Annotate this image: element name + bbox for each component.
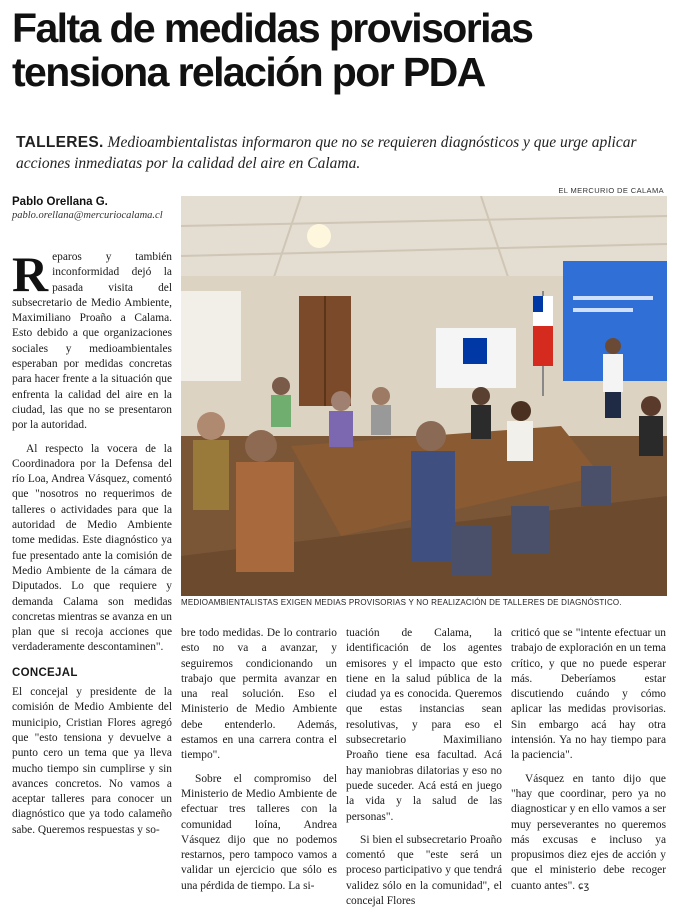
photo-credit: EL MERCURIO DE CALAMA: [558, 186, 664, 195]
paragraph: Vásquez en tanto dijo que "hay que coordinar, pero ya no diagnosticar y en ello vamos a ser muy perseverantes no queremos más excusas e incluso ya propusimos diez ejes de acción y que el ministerio debe recoger cuanto antes". ɕʒ: [511, 772, 666, 892]
meeting-room-illustration: [181, 196, 667, 596]
subhead-concejal: CONCEJAL: [12, 666, 78, 679]
headline: Falta de medidas provisorias tensiona relación por PDA: [12, 5, 533, 95]
article-column-4: [511, 626, 666, 894]
byline-email: pablo.orellana@mercuriocalama.cl: [12, 210, 163, 221]
paragraph: Si bien el subsecretario Proaño comentó que "este será un proceso participativo y que tendrá validez sólo en la comunidad", el concejal Flores: [346, 833, 502, 908]
byline: [12, 196, 172, 221]
deck: [16, 132, 656, 174]
paragraph: criticó que se "intente efectuar un trabajo de exploración en un tema crítico, y que no puede esperar más. Deberíamos estar discutiendo cuándo y cómo aplicar las medidas provisorias. Sin embargo acá hay otra intensión. Ya no hay tiempo para la paciencia".: [511, 627, 666, 762]
paragraph: bre todo medidas. De lo contrario esto no va a avanzar, y seguiremos condicionando un trabajo que permita avanzar en una real solución. Eso el Ministerio de Medio Ambiente debe entenderlo. Además, estamos en una carrera contra el tiempo".: [181, 627, 337, 762]
paragraph: Sobre el compromiso del Ministerio de Medio Ambiente de efectuar tres talleres con la comunidad loína, Andrea Vásquez dijo que no podemos restarnos, pero tampoco vamos a validar un ejercicio que sólo es una pérdida de tiempo. La si-: [181, 772, 337, 892]
paragraph: El concejal y presidente de la comisión de Medio Ambiente del municipio, Cristian Flores agregó que "esto tensiona y devuelve a punto cero un tema que ya lleva mucho tiempo sin cumplirse y sin avances concretos. No vamos a aceptar talleres para conocer un diagnóstico que ya todo calameño sabe. Queremos respuestas y so-: [12, 686, 172, 836]
byline-name: Pablo Orellana G.: [12, 196, 108, 208]
news-photo: [181, 196, 667, 596]
deck-text: Medioambientalistas informaron que no se requieren diagnósticos y que urge aplicar acciones inmediatas por la calidad del aire en Calama.: [16, 134, 637, 172]
paragraph: tuación de Calama, la identificación de los agentes emisores y el impacto que esto tiene en la salud pública de la ciudad ya es conocida. Queremos que estas instancias sean resolutivas, y para eso el subsecretario Maximiliano Proaño tiene esa facultad. Acá hay maniobras dilatorias y eso no puede suceder. Acá está en juego la vida y la salud de las personas".: [346, 627, 502, 823]
photo-caption: MEDIOAMBIENTALISTAS EXIGEN MEDIAS PROVISORIAS Y NO REALIZACIÓN DE TALLERES DE DIAGNÓSTICO.: [181, 598, 622, 607]
end-mark-icon: ɕʒ: [577, 880, 590, 892]
article-column-2: [181, 626, 337, 894]
paragraph: Reparos y también inconformidad dejó la pasada visita del subsecretario de Medio Ambiente, Maximiliano Proaño a Calama. Esto debido a que organizaciones sociales y medioambientales esperaban por medidas concretas para hacer frente a la situación que enfrenta la calidad del aire en la ciudad, las que no se presentaron por la autoridad.: [12, 246, 172, 432]
dropcap: R: [12, 246, 49, 302]
article-column-3: [346, 626, 502, 909]
deck-kicker: TALLERES.: [16, 134, 104, 151]
article-column-1: [12, 246, 172, 838]
paragraph: Al respecto la vocera de la Coordinadora por la Defensa del río Loa, Andrea Vásquez, comentó que "nosotros no requerimos de talleres o actividades para que la autoridad de Medio Ambiente tome medidas. Este diagnóstico ya fue presentado ante la comisión de Medio Ambiente de la cámara de Diputados. Lo que requiere y demanda Calama son medidas concretas mientras se avanza en un plan que si recoja acciones que verdaderamente descontaminen".: [12, 442, 172, 654]
